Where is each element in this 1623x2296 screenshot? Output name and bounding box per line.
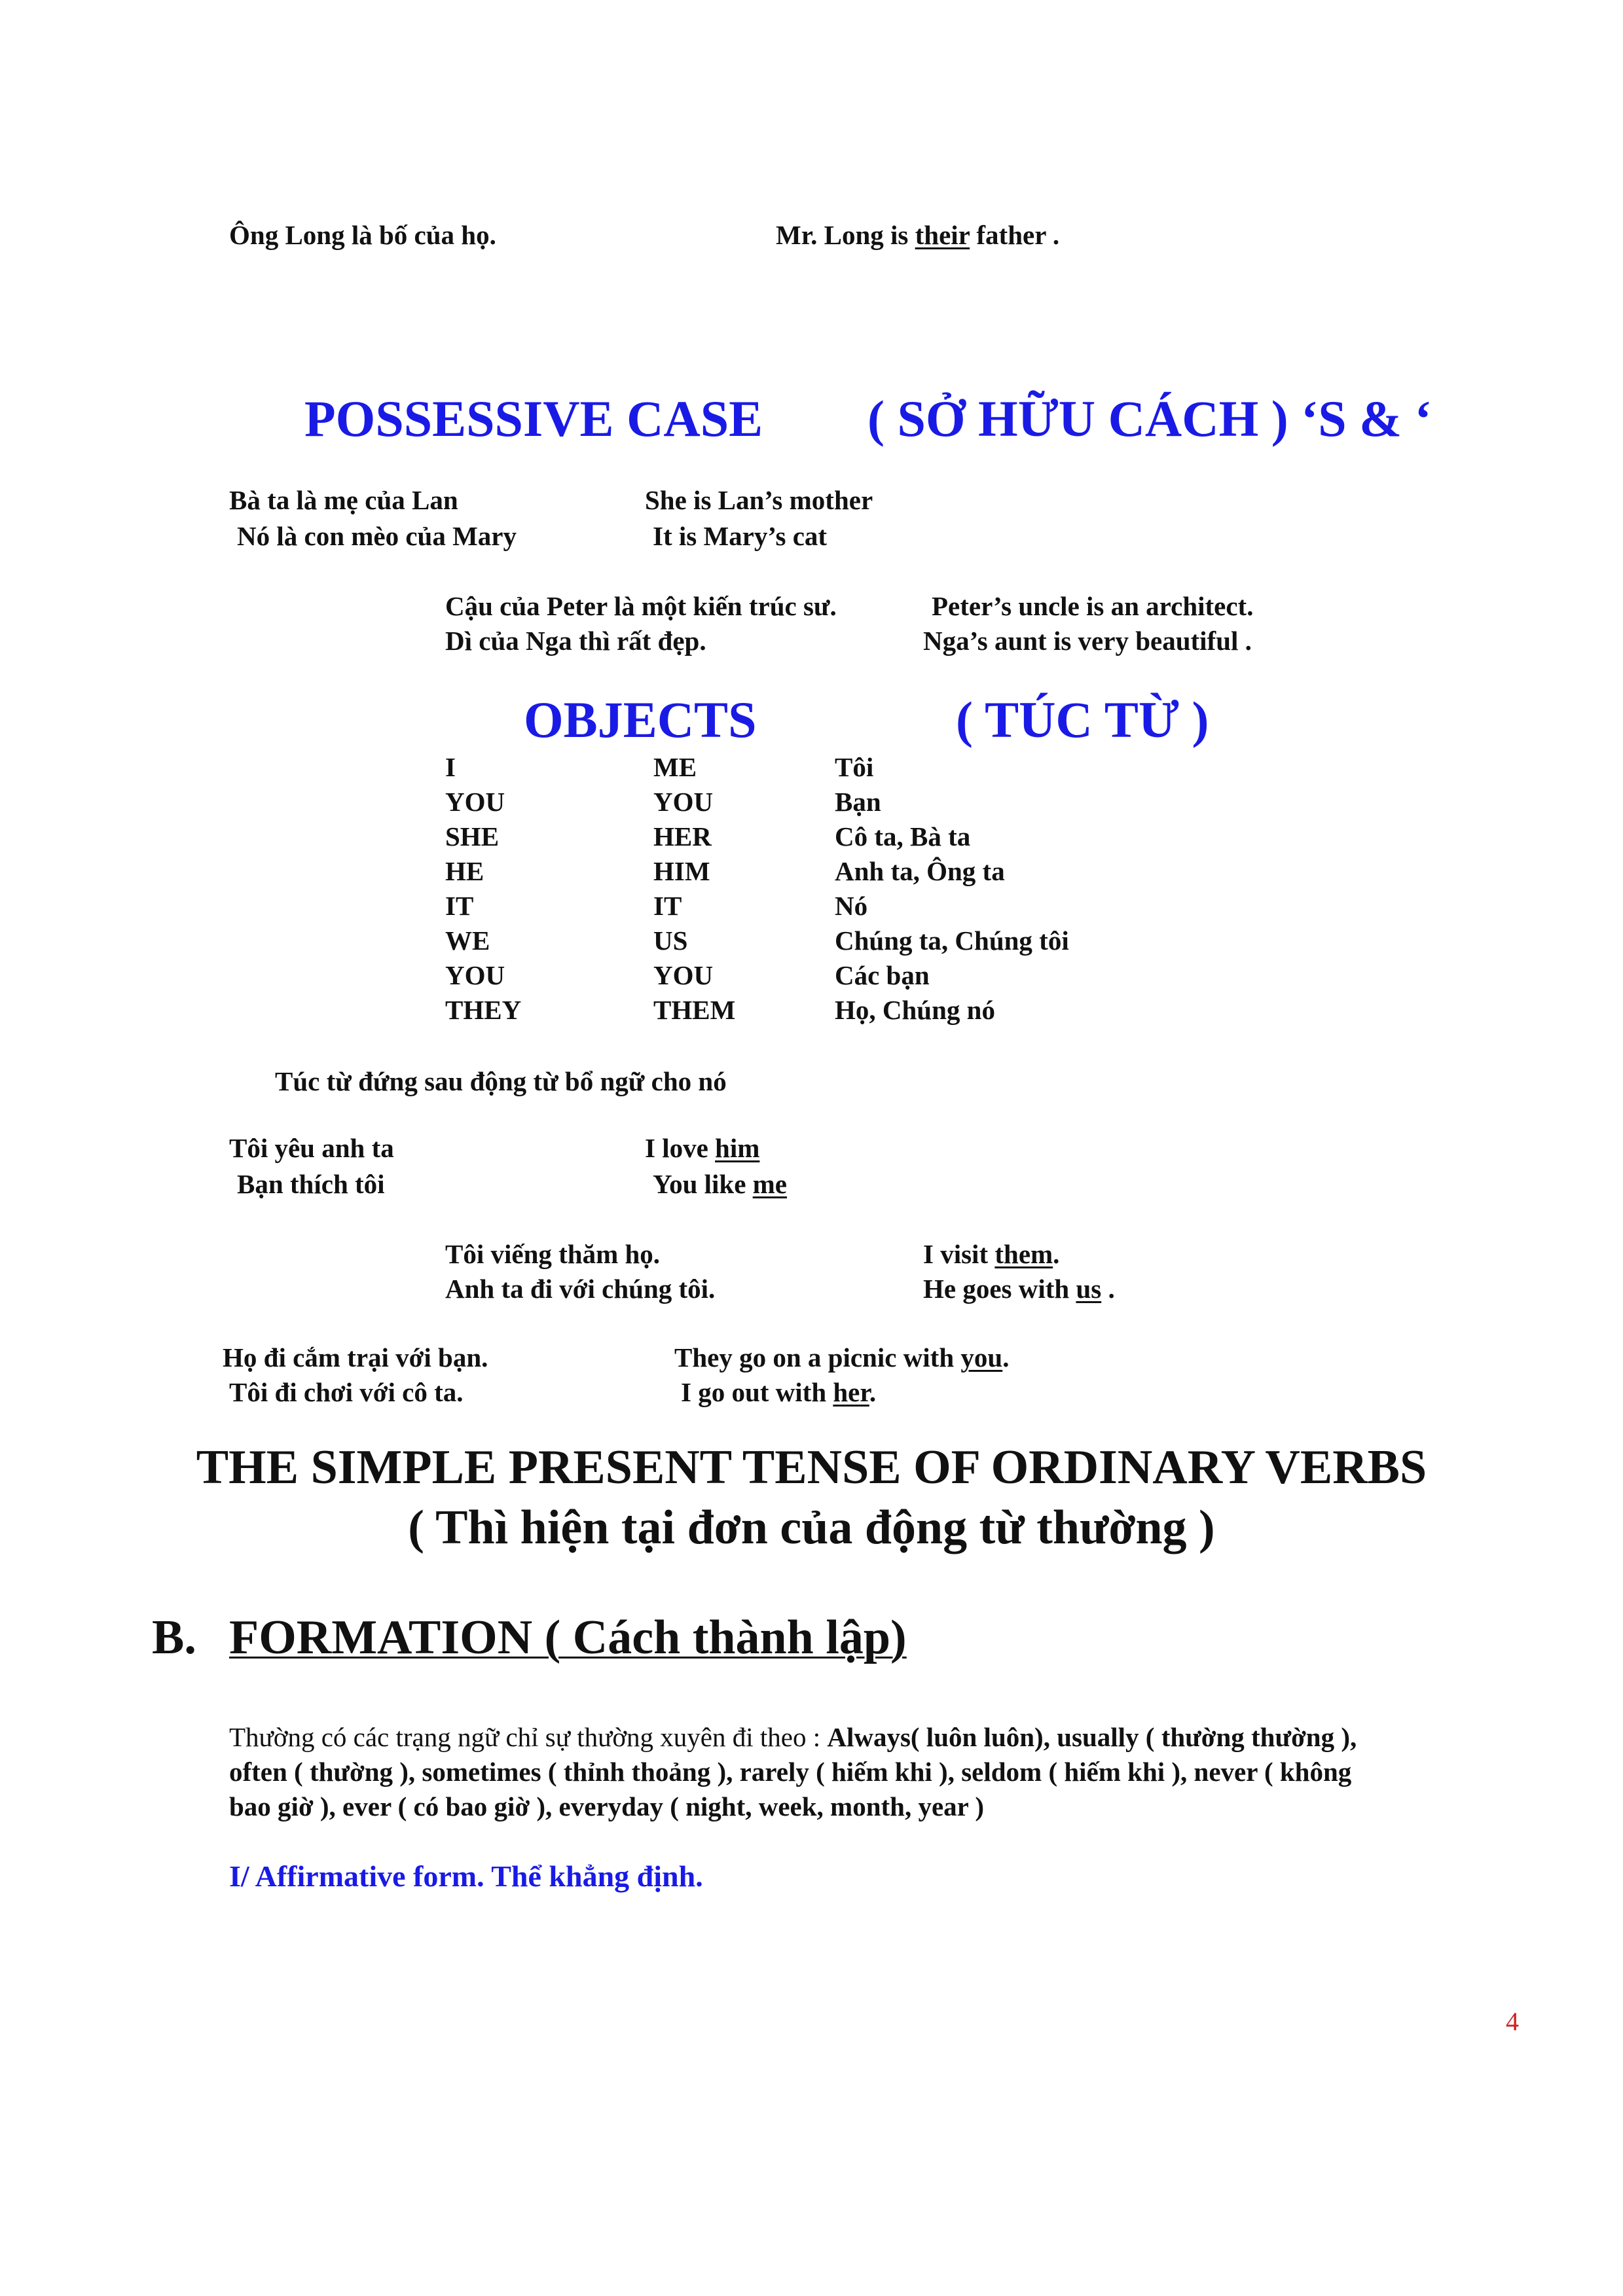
objects-ex5-en-post: . — [1002, 1342, 1010, 1372]
objects-row-object: US — [653, 925, 688, 956]
objects-ex2-en-pre: You like — [653, 1169, 753, 1199]
objects-row-subject: WE — [445, 925, 490, 956]
possessive-ex4-vi: Dì của Nga thì rất đẹp. — [445, 626, 706, 656]
possessive-ex1-en: She is Lan’s mother — [645, 485, 873, 515]
formation-paragraph-intro: Thường có các trạng ngữ chỉ sự thường xuyên đi theo : — [229, 1722, 828, 1752]
objects-ex3-en-underlined: them — [994, 1239, 1053, 1269]
possessive-ex3-en: Peter’s uncle is an architect. — [932, 591, 1254, 621]
objects-ex6-en — [681, 1376, 876, 1408]
objects-row-subject: I — [445, 752, 456, 782]
objects-ex5-en-underlined: you — [960, 1342, 1003, 1372]
objects-row-subject: THEY — [445, 995, 522, 1025]
objects-row-subject: YOU — [445, 960, 505, 990]
objects-note: Túc từ đứng sau động từ bổ ngữ cho nó — [275, 1066, 727, 1096]
objects-ex4-en-underlined: us — [1076, 1274, 1102, 1304]
objects-ex5-en-pre: They go on a picnic with — [674, 1342, 961, 1372]
objects-ex1-en-pre: I love — [645, 1133, 716, 1163]
top-example-en — [776, 219, 1059, 251]
objects-row-object: YOU — [653, 960, 714, 990]
objects-ex3-vi: Tôi viếng thăm họ. — [445, 1239, 661, 1269]
objects-ex4-en — [923, 1273, 1115, 1304]
formation-paragraph-adverbs: Always( luôn luôn), usually ( thường thường ), — [827, 1722, 1357, 1752]
objects-row-object: HER — [653, 821, 712, 852]
objects-ex6-en-post: . — [869, 1377, 877, 1407]
possessive-ex2-en: It is Mary’s cat — [653, 521, 828, 551]
affirmative-heading: I/ Affirmative form. Thể khẳng định. — [229, 1859, 703, 1893]
objects-row-vi: Cô ta, Bà ta — [835, 821, 971, 852]
possessive-ex4-en: Nga’s aunt is very beautiful . — [923, 626, 1252, 656]
objects-title: OBJECTS — [524, 691, 757, 748]
objects-row-subject: HE — [445, 856, 484, 886]
tense-title: THE SIMPLE PRESENT TENSE OF ORDINARY VERBS — [196, 1441, 1427, 1494]
top-example-en-underlined: their — [915, 220, 970, 250]
objects-ex1-en — [645, 1132, 759, 1164]
objects-ex2-vi: Bạn thích tôi — [237, 1169, 385, 1199]
objects-row-object: HIM — [653, 856, 710, 886]
top-example-vi: Ông Long là bố của họ. — [229, 220, 496, 250]
objects-ex6-vi: Tôi đi chơi với cô ta. — [229, 1377, 464, 1407]
objects-row-object: YOU — [653, 787, 714, 817]
objects-row-object: ME — [653, 752, 697, 782]
top-example-en-post: father . — [970, 220, 1060, 250]
objects-row-vi: Các bạn — [835, 960, 930, 990]
page-number: 4 — [1506, 2007, 1519, 2036]
objects-row-vi: Tôi — [835, 752, 874, 782]
possessive-ex2-vi: Nó là con mèo của Mary — [237, 521, 517, 551]
objects-ex2-en — [653, 1168, 787, 1200]
formation-paragraph-line3: bao giờ ), ever ( có bao giờ ), everyday ( night, week, month, year ) — [229, 1791, 985, 1821]
objects-ex4-en-pre: He goes with — [923, 1274, 1076, 1304]
objects-ex6-en-pre: I go out with — [681, 1377, 833, 1407]
objects-row-subject: SHE — [445, 821, 500, 852]
objects-row-object: THEM — [653, 995, 736, 1025]
objects-row-object: IT — [653, 891, 682, 921]
objects-row-vi: Họ, Chúng nó — [835, 995, 995, 1025]
objects-ex4-en-post: . — [1101, 1274, 1115, 1304]
objects-row-vi: Chúng ta, Chúng tôi — [835, 925, 1069, 956]
objects-ex5-en — [674, 1342, 1009, 1373]
formation-title: FORMATION ( Cách thành lập) — [229, 1611, 907, 1664]
objects-row-subject: IT — [445, 891, 474, 921]
possessive-title-vi: ( SỞ HỮU CÁCH ) ‘S & ‘ — [867, 390, 1432, 447]
objects-ex4-vi: Anh ta đi với chúng tôi. — [445, 1274, 716, 1304]
objects-ex3-en-pre: I visit — [923, 1239, 995, 1269]
objects-row-subject: YOU — [445, 787, 505, 817]
objects-ex3-en-post: . — [1053, 1239, 1060, 1269]
objects-row-vi: Nó — [835, 891, 868, 921]
top-example-en-pre: Mr. Long is — [776, 220, 915, 250]
formation-label: B. — [152, 1611, 196, 1664]
objects-row-vi: Anh ta, Ông ta — [835, 856, 1005, 886]
objects-ex1-vi: Tôi yêu anh ta — [229, 1133, 394, 1163]
objects-ex6-en-underlined: her — [833, 1377, 869, 1407]
possessive-ex1-vi: Bà ta là mẹ của Lan — [229, 485, 458, 515]
possessive-title: POSSESSIVE CASE — [304, 390, 763, 447]
formation-paragraph-line1 — [229, 1721, 1357, 1753]
formation-paragraph-line2: often ( thường ), sometimes ( thỉnh thoảng ), rarely ( hiếm khi ), seldom ( hiếm khi ), never ( không — [229, 1757, 1352, 1787]
objects-title-vi: ( TÚC TỪ ) — [956, 691, 1209, 748]
objects-row-vi: Bạn — [835, 787, 881, 817]
objects-ex1-en-underlined: him — [715, 1133, 760, 1163]
objects-ex5-vi: Họ đi cắm trại với bạn. — [223, 1342, 488, 1372]
tense-subtitle: ( Thì hiện tại đơn của động từ thường ) — [408, 1501, 1215, 1554]
objects-ex2-en-underlined: me — [752, 1169, 788, 1199]
possessive-ex3-vi: Cậu của Peter là một kiến trúc sư. — [445, 591, 837, 621]
objects-ex3-en — [923, 1238, 1059, 1270]
